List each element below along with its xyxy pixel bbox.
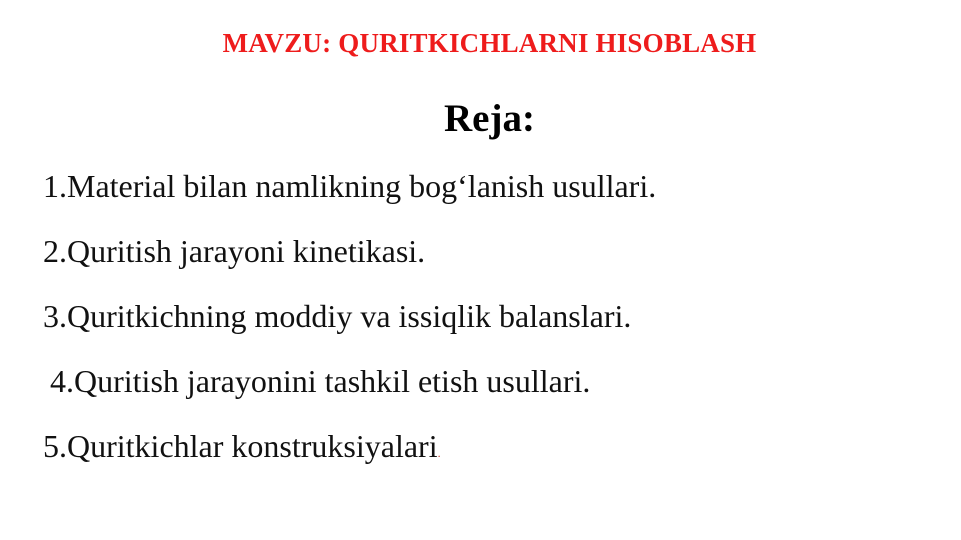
plan-list — [43, 165, 656, 490]
plan-item-4: 4.Quritish jarayonini tashkil etish usullari. — [50, 363, 591, 399]
topic-heading: MAVZU: QURITKICHLARNI HISOBLASH — [222, 28, 757, 58]
plan-item-5-text: 5.Quritkichlar konstruksiyalari — [43, 428, 438, 464]
plan-item-1: 1.Material bilan namlikning bog‘lanish usullari. — [43, 168, 657, 204]
plan-item-5 — [43, 425, 656, 490]
plan-item-2: 2.Quritish jarayoni kinetikasi. — [43, 233, 426, 269]
plan-title: Reja: — [444, 97, 535, 140]
plan-item-5-tail: . — [437, 446, 441, 460]
plan-item-3: 3.Quritkichning moddiy va issiqlik balanslari. — [43, 298, 632, 334]
